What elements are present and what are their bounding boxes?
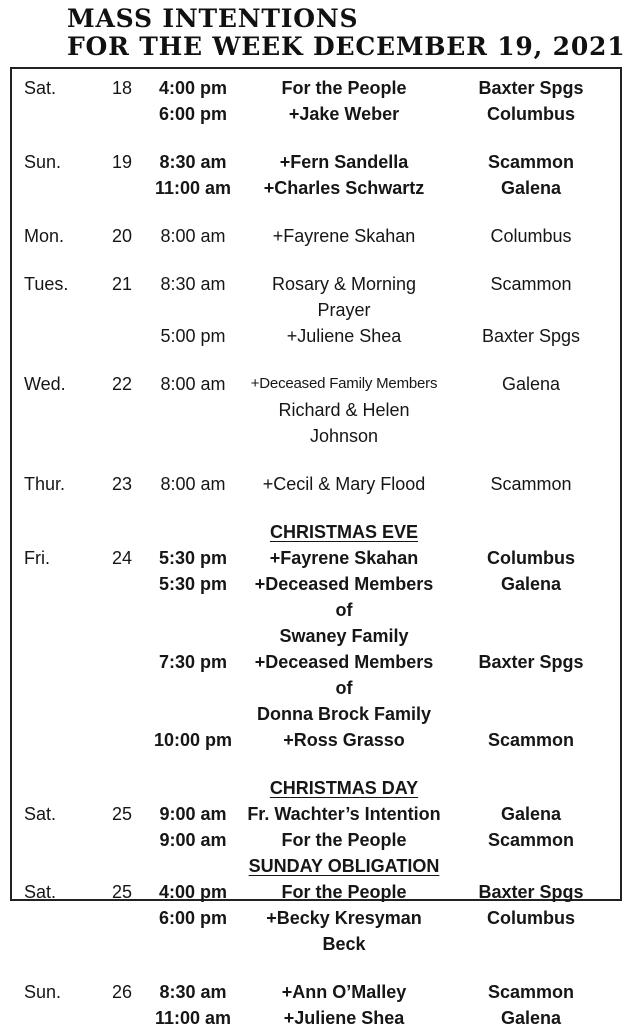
day-cell: Sat. xyxy=(24,78,57,98)
day-cell xyxy=(12,1005,102,1031)
day-cell xyxy=(12,519,102,545)
schedule-line xyxy=(12,853,620,879)
time-cell: 10:00 pm xyxy=(153,730,233,750)
location-cell: Columbus xyxy=(490,226,572,246)
intention-cell: +Cecil & Mary Flood xyxy=(262,474,426,494)
date-cell: 24 xyxy=(112,548,133,568)
day-cell xyxy=(12,853,102,879)
day-group xyxy=(12,979,620,1031)
time-cell: 8:00 am xyxy=(160,226,226,246)
time-cell xyxy=(140,853,246,879)
location-cell: Baxter Spgs xyxy=(478,78,584,98)
location-cell: Scammon xyxy=(487,982,575,1002)
intention-cell: For the People xyxy=(281,830,407,850)
schedule-line xyxy=(12,701,620,727)
location-cell xyxy=(442,623,620,649)
time-cell: 6:00 pm xyxy=(158,908,228,928)
intention-cell: +Charles Schwartz xyxy=(263,178,425,198)
intention-cell: +Juliene Shea xyxy=(286,326,402,346)
date-cell xyxy=(102,1005,140,1031)
time-cell: 8:30 am xyxy=(159,152,227,172)
day-cell xyxy=(12,775,102,801)
location-cell: Galena xyxy=(500,804,562,824)
date-cell: 26 xyxy=(112,982,133,1002)
day-cell xyxy=(12,101,102,127)
date-cell xyxy=(102,701,140,727)
time-cell xyxy=(140,701,246,727)
intention-cell: For the People xyxy=(281,882,407,902)
day-cell xyxy=(12,175,102,201)
intention-cell: +Fayrene Skahan xyxy=(269,548,419,568)
date-cell xyxy=(102,905,140,957)
date-cell: 25 xyxy=(112,804,133,824)
intention-cell: +Deceased Family Members xyxy=(250,375,438,392)
intention-cell: +Becky Kresyman Beck xyxy=(266,908,422,954)
location-cell: Baxter Spgs xyxy=(478,882,584,902)
location-cell: Baxter Spgs xyxy=(481,326,581,346)
schedule-line xyxy=(12,75,620,101)
time-cell: 9:00 am xyxy=(159,804,227,824)
section-heading: CHRISTMAS EVE xyxy=(269,522,419,542)
time-cell xyxy=(140,397,246,449)
date-cell xyxy=(102,175,140,201)
date-cell: 19 xyxy=(112,152,133,172)
location-cell: Columbus xyxy=(487,548,575,568)
date-cell xyxy=(102,101,140,127)
schedule-line xyxy=(12,397,620,449)
location-cell: Scammon xyxy=(487,152,575,172)
schedule-table xyxy=(10,67,622,1028)
day-group xyxy=(12,223,620,249)
time-cell: 9:00 am xyxy=(159,830,227,850)
schedule-line xyxy=(12,271,620,323)
intention-continuation: Donna Brock Family xyxy=(256,704,432,724)
time-cell: 11:00 am xyxy=(154,1008,232,1028)
day-group xyxy=(12,471,620,497)
location-cell xyxy=(442,519,620,545)
date-cell: 20 xyxy=(112,226,133,246)
schedule-line xyxy=(12,175,620,201)
intention-cell: +Fayrene Skahan xyxy=(272,226,416,246)
location-cell xyxy=(442,701,620,727)
schedule-line xyxy=(12,775,620,801)
section-heading: CHRISTMAS DAY xyxy=(269,778,419,798)
schedule-line xyxy=(12,519,620,545)
schedule-line xyxy=(12,979,620,1005)
time-cell: 5:30 pm xyxy=(158,574,228,594)
date-cell xyxy=(102,519,140,545)
date-cell xyxy=(102,623,140,649)
intention-continuation: Swaney Family xyxy=(279,626,409,646)
location-cell: Galena xyxy=(500,1008,562,1028)
day-cell xyxy=(12,649,102,701)
time-cell: 5:00 pm xyxy=(160,326,226,346)
location-cell: Scammon xyxy=(487,830,575,850)
day-cell: Sun. xyxy=(24,152,62,172)
location-cell: Baxter Spgs xyxy=(478,652,584,672)
day-cell xyxy=(12,905,102,957)
date-cell: 22 xyxy=(112,374,133,394)
date-cell xyxy=(102,571,140,623)
date-cell xyxy=(102,727,140,753)
day-group xyxy=(12,149,620,201)
intention-cell: +Fern Sandella xyxy=(279,152,409,172)
day-cell xyxy=(12,727,102,753)
date-cell: 21 xyxy=(112,274,133,294)
time-cell xyxy=(140,519,246,545)
date-cell: 25 xyxy=(112,882,133,902)
intention-cell: +Jake Weber xyxy=(288,104,400,124)
schedule-line xyxy=(12,827,620,853)
date-cell xyxy=(102,397,140,449)
time-cell: 8:30 am xyxy=(159,982,227,1002)
date-cell xyxy=(102,853,140,879)
date-cell: 18 xyxy=(112,78,133,98)
time-cell: 4:00 pm xyxy=(158,882,228,902)
location-cell: Columbus xyxy=(487,104,575,124)
day-cell: Sat. xyxy=(24,882,57,902)
day-group xyxy=(12,519,620,753)
schedule-line xyxy=(12,571,620,623)
location-cell: Galena xyxy=(500,574,562,594)
schedule-line xyxy=(12,727,620,753)
day-cell xyxy=(12,701,102,727)
schedule-line xyxy=(12,905,620,957)
intention-cell: +Deceased Members of xyxy=(254,574,434,620)
schedule-line xyxy=(12,545,620,571)
time-cell: 8:00 am xyxy=(160,474,226,494)
section-heading: SUNDAY OBLIGATION xyxy=(248,856,440,876)
location-cell: Scammon xyxy=(490,474,572,494)
time-cell: 8:00 am xyxy=(160,374,226,394)
day-group xyxy=(12,853,620,957)
schedule-line xyxy=(12,623,620,649)
bulletin-page xyxy=(0,4,631,1028)
time-cell: 8:30 am xyxy=(160,274,226,294)
time-cell: 6:00 pm xyxy=(158,104,228,124)
day-cell xyxy=(12,323,102,349)
day-cell xyxy=(12,397,102,449)
date-cell xyxy=(102,827,140,853)
day-cell: Fri. xyxy=(24,548,50,568)
location-cell xyxy=(442,775,620,801)
title-line-1: MASS INTENTIONS xyxy=(67,4,359,33)
location-cell xyxy=(442,397,620,449)
schedule-line xyxy=(12,149,620,175)
intention-cell: Rosary & Morning Prayer xyxy=(271,274,417,320)
time-cell: 11:00 am xyxy=(154,178,232,198)
schedule-line xyxy=(12,323,620,349)
day-cell: Wed. xyxy=(24,374,66,394)
time-cell xyxy=(140,623,246,649)
time-cell xyxy=(140,775,246,801)
day-cell: Tues. xyxy=(24,274,69,294)
intention-cell: +Juliene Shea xyxy=(283,1008,405,1028)
location-cell: Galena xyxy=(501,374,561,394)
time-cell: 7:30 pm xyxy=(158,652,228,672)
intention-cell: +Deceased Members of xyxy=(254,652,434,698)
schedule-line xyxy=(12,371,620,397)
location-cell: Scammon xyxy=(487,730,575,750)
schedule-line xyxy=(12,223,620,249)
document-title xyxy=(67,5,631,61)
day-cell xyxy=(12,827,102,853)
intention-cell: +Ann O’Malley xyxy=(281,982,407,1002)
location-cell: Scammon xyxy=(490,274,572,294)
intention-cell: For the People xyxy=(281,78,407,98)
time-cell: 4:00 pm xyxy=(158,78,228,98)
location-cell xyxy=(442,853,620,879)
date-cell xyxy=(102,323,140,349)
time-cell: 5:30 pm xyxy=(158,548,228,568)
day-group xyxy=(12,271,620,349)
date-cell xyxy=(102,775,140,801)
schedule-line xyxy=(12,101,620,127)
day-cell xyxy=(12,571,102,623)
day-cell: Thur. xyxy=(24,474,66,494)
schedule-line xyxy=(12,471,620,497)
day-group xyxy=(12,75,620,127)
intention-cell: Fr. Wachter’s Intention xyxy=(247,804,441,824)
schedule-line xyxy=(12,801,620,827)
date-cell xyxy=(102,649,140,701)
day-cell: Sun. xyxy=(24,982,62,1002)
title-line-2: FOR THE WEEK DECEMBER 19, 2021 xyxy=(67,32,626,61)
schedule-line xyxy=(12,649,620,701)
schedule-line xyxy=(12,879,620,905)
intention-cell: +Ross Grasso xyxy=(283,730,405,750)
intention-continuation: Richard & Helen Johnson xyxy=(278,400,410,446)
day-cell: Mon. xyxy=(24,226,65,246)
location-cell: Columbus xyxy=(487,908,575,928)
schedule-line xyxy=(12,1005,620,1031)
day-group xyxy=(12,775,620,853)
day-cell xyxy=(12,623,102,649)
day-group xyxy=(12,371,620,449)
date-cell: 23 xyxy=(112,474,133,494)
location-cell: Galena xyxy=(500,178,562,198)
day-cell: Sat. xyxy=(24,804,57,824)
